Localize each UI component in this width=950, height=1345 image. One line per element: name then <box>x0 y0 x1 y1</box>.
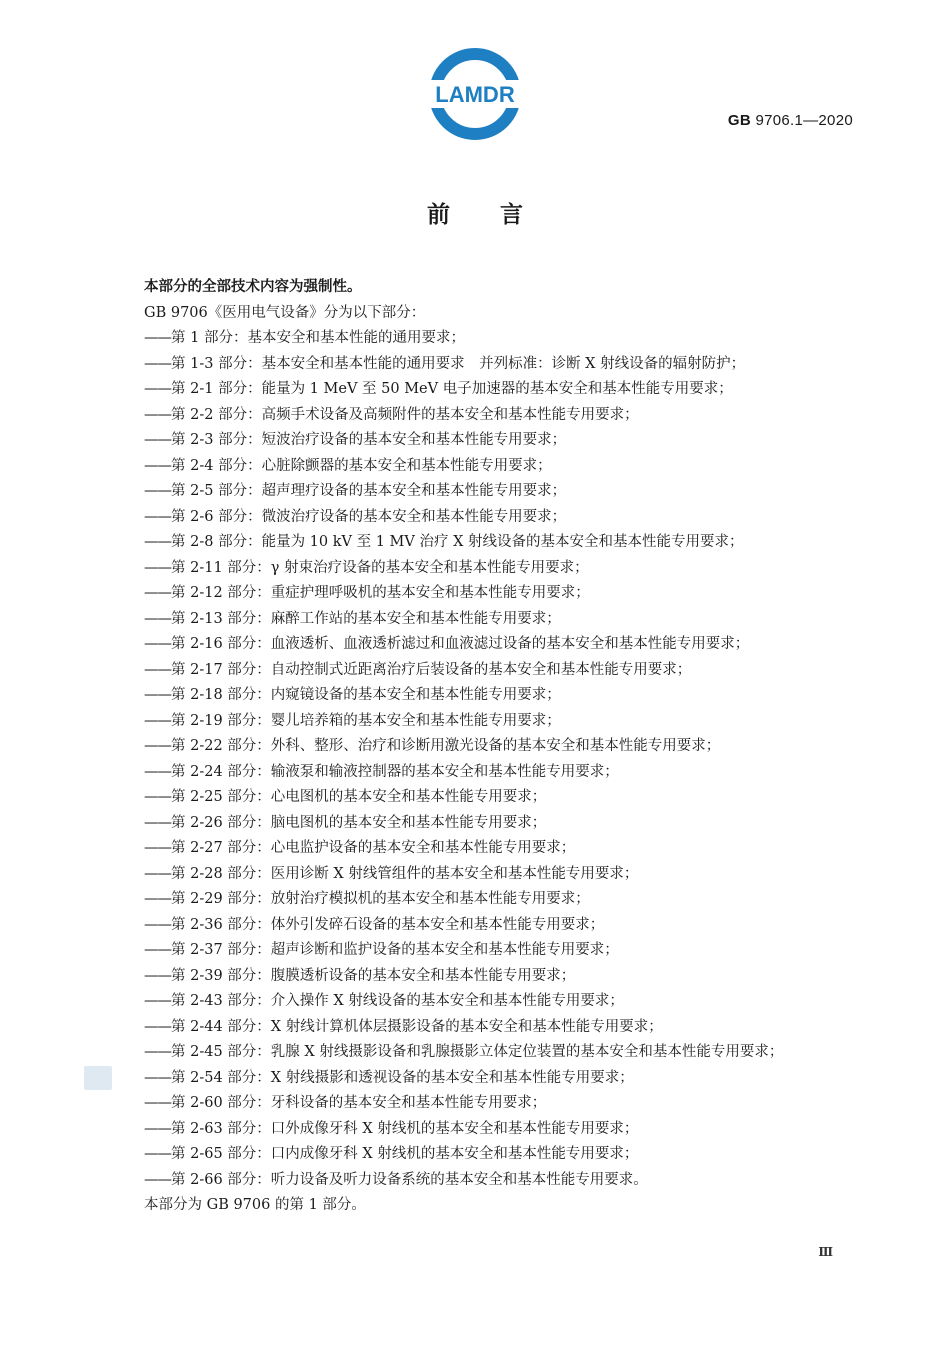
part-item <box>144 734 856 760</box>
part-dash: —— <box>144 381 171 397</box>
part-label: 第 2-5 部分：超声理疗设备的基本安全和基本性能专用要求； <box>171 483 567 499</box>
page-number: Ⅲ <box>818 1245 833 1259</box>
part-item <box>144 403 856 429</box>
part-dash: —— <box>144 712 171 729</box>
part-item <box>144 862 856 888</box>
part-item <box>144 428 856 454</box>
part-label: 第 2-18 部分：内窥镜设备的基本安全和基本性能专用要求； <box>171 687 561 703</box>
part-dash: —— <box>144 636 171 652</box>
part-dash: —— <box>144 916 171 933</box>
part-dash: —— <box>144 508 171 525</box>
parts-list <box>144 326 856 1193</box>
part-label: 第 2-54 部分：X 射线摄影和透视设备的基本安全和基本性能专用要求； <box>171 1069 634 1086</box>
part-dash: —— <box>144 1018 171 1035</box>
part-dash: —— <box>144 355 171 372</box>
part-dash: —— <box>144 687 171 703</box>
part-dash: —— <box>144 1120 171 1137</box>
part-label: 第 1-3 部分：基本安全和基本性能的通用要求 并列标准：诊断 X 射线设备的辐射防护； <box>171 355 746 372</box>
part-item <box>144 530 856 556</box>
part-item <box>144 1142 856 1168</box>
part-label: 第 2-39 部分：腹膜透析设备的基本安全和基本性能专用要求； <box>171 967 576 984</box>
part-dash: —— <box>144 738 171 754</box>
logo-graphic <box>428 47 522 141</box>
part-label: 第 2-63 部分：口外成像牙科 X 射线机的基本安全和基本性能专用要求； <box>171 1120 639 1137</box>
standard-number: 9706.1—2020 <box>755 112 853 129</box>
part-item <box>144 454 856 480</box>
part-label: 第 2-29 部分：放射治疗模拟机的基本安全和基本性能专用要求； <box>171 891 590 907</box>
page-title: 前言 <box>427 202 573 228</box>
part-item <box>144 377 856 403</box>
part-dash: —— <box>144 993 171 1009</box>
part-item <box>144 1091 856 1117</box>
part-label: 第 2-22 部分：外科、整形、治疗和诊断用激光设备的基本安全和基本性能专用要求； <box>171 738 721 754</box>
part-item <box>144 836 856 862</box>
part-label: 第 2-11 部分：γ 射束治疗设备的基本安全和基本性能专用要求； <box>171 559 589 576</box>
part-item <box>144 964 856 990</box>
mandatory-statement: 本部分的全部技术内容为强制性。 <box>144 279 362 295</box>
part-label: 第 2-24 部分：输液泵和输液控制器的基本安全和基本性能专用要求； <box>171 763 619 780</box>
part-item <box>144 913 856 939</box>
part-dash: —— <box>144 840 171 856</box>
part-dash: —— <box>144 661 171 678</box>
part-item <box>144 1168 856 1194</box>
standard-prefix: GB <box>727 112 751 129</box>
part-label: 第 2-43 部分：介入操作 X 射线设备的基本安全和基本性能专用要求； <box>171 993 624 1009</box>
part-item <box>144 938 856 964</box>
part-item <box>144 887 856 913</box>
part-dash: —— <box>144 1044 171 1060</box>
part-dash: —— <box>144 330 171 346</box>
closing-line: 本部分为 GB 9706 的第 1 部分。 <box>144 1197 366 1213</box>
part-item <box>144 556 856 582</box>
part-dash: —— <box>144 432 171 448</box>
side-watermark-tag <box>84 1066 112 1090</box>
part-item <box>144 683 856 709</box>
part-item <box>144 1015 856 1041</box>
part-dash: —— <box>144 1146 171 1162</box>
part-label: 第 2-8 部分：能量为 10 kV 至 1 MV 治疗 X 射线设备的基本安全和基本性能专用要求； <box>171 534 744 550</box>
part-dash: —— <box>144 942 171 958</box>
part-label: 第 2-25 部分：心电图机的基本安全和基本性能专用要求； <box>171 789 547 805</box>
part-label: 第 2-6 部分：微波治疗设备的基本安全和基本性能专用要求； <box>171 508 567 525</box>
part-item <box>144 607 856 633</box>
part-label: 第 2-66 部分：听力设备及听力设备系统的基本安全和基本性能专用要求。 <box>171 1171 648 1188</box>
part-label: 第 2-1 部分：能量为 1 MeV 至 50 MeV 电子加速器的基本安全和基本性能专用要求； <box>171 381 733 397</box>
part-label: 第 2-12 部分：重症护理呼吸机的基本安全和基本性能专用要求； <box>171 585 590 601</box>
part-label: 第 2-13 部分：麻醉工作站的基本安全和基本性能专用要求； <box>171 610 561 627</box>
document-body <box>144 275 856 1219</box>
part-item <box>144 326 856 352</box>
part-item <box>144 709 856 735</box>
part-dash: —— <box>144 891 171 907</box>
lamdr-logo <box>428 47 522 141</box>
logo-text: LAMDR <box>435 82 515 107</box>
part-label: 第 2-36 部分：体外引发碎石设备的基本安全和基本性能专用要求； <box>171 916 605 933</box>
part-label: 第 2-28 部分：医用诊断 X 射线管组件的基本安全和基本性能专用要求； <box>171 865 639 882</box>
part-label: 第 2-26 部分：脑电图机的基本安全和基本性能专用要求； <box>171 814 547 831</box>
part-dash: —— <box>144 559 171 576</box>
part-dash: —— <box>144 483 171 499</box>
part-label: 第 2-16 部分：血液透析、血液透析滤过和血液滤过设备的基本安全和基本性能专用要求； <box>171 636 750 652</box>
part-item <box>144 989 856 1015</box>
part-dash: —— <box>144 1095 171 1111</box>
part-label: 第 2-19 部分：婴儿培养箱的基本安全和基本性能专用要求； <box>171 712 561 729</box>
part-item <box>144 760 856 786</box>
part-item <box>144 1040 856 1066</box>
part-dash: —— <box>144 789 171 805</box>
part-dash: —— <box>144 610 171 627</box>
part-label: 第 2-2 部分：高频手术设备及高频附件的基本安全和基本性能专用要求； <box>171 406 639 423</box>
part-item <box>144 785 856 811</box>
part-item <box>144 479 856 505</box>
part-label: 第 2-65 部分：口内成像牙科 X 射线机的基本安全和基本性能专用要求； <box>171 1146 639 1162</box>
part-item <box>144 658 856 684</box>
part-item <box>144 632 856 658</box>
part-dash: —— <box>144 406 171 423</box>
part-label: 第 2-3 部分：短波治疗设备的基本安全和基本性能专用要求； <box>171 432 567 448</box>
part-item <box>144 581 856 607</box>
part-dash: —— <box>144 814 171 831</box>
standard-code <box>728 112 853 129</box>
part-label: 第 2-44 部分：X 射线计算机体层摄影设备的基本安全和基本性能专用要求； <box>171 1018 663 1035</box>
part-item <box>144 505 856 531</box>
part-label: 第 2-37 部分：超声诊断和监护设备的基本安全和基本性能专用要求； <box>171 942 619 958</box>
part-dash: —— <box>144 585 171 601</box>
part-dash: —— <box>144 457 171 474</box>
part-label: 第 2-45 部分：乳腺 X 射线摄影设备和乳腺摄影立体定位装置的基本安全和基本性能专用要求； <box>171 1044 784 1060</box>
part-dash: —— <box>144 967 171 984</box>
part-item <box>144 811 856 837</box>
part-item <box>144 352 856 378</box>
series-line: GB 9706《医用电气设备》分为以下部分： <box>144 304 426 321</box>
part-dash: —— <box>144 1069 171 1086</box>
part-dash: —— <box>144 534 171 550</box>
part-label: 第 2-27 部分：心电监护设备的基本安全和基本性能专用要求； <box>171 840 576 856</box>
part-dash: —— <box>144 865 171 882</box>
part-item <box>144 1117 856 1143</box>
part-dash: —— <box>144 763 171 780</box>
part-dash: —— <box>144 1171 171 1188</box>
part-label: 第 2-17 部分：自动控制式近距离治疗后装设备的基本安全和基本性能专用要求； <box>171 661 692 678</box>
part-label: 第 2-60 部分：牙科设备的基本安全和基本性能专用要求； <box>171 1095 547 1111</box>
part-label: 第 2-4 部分：心脏除颤器的基本安全和基本性能专用要求； <box>171 457 552 474</box>
part-label: 第 1 部分：基本安全和基本性能的通用要求； <box>171 330 465 346</box>
part-item <box>144 1066 856 1092</box>
